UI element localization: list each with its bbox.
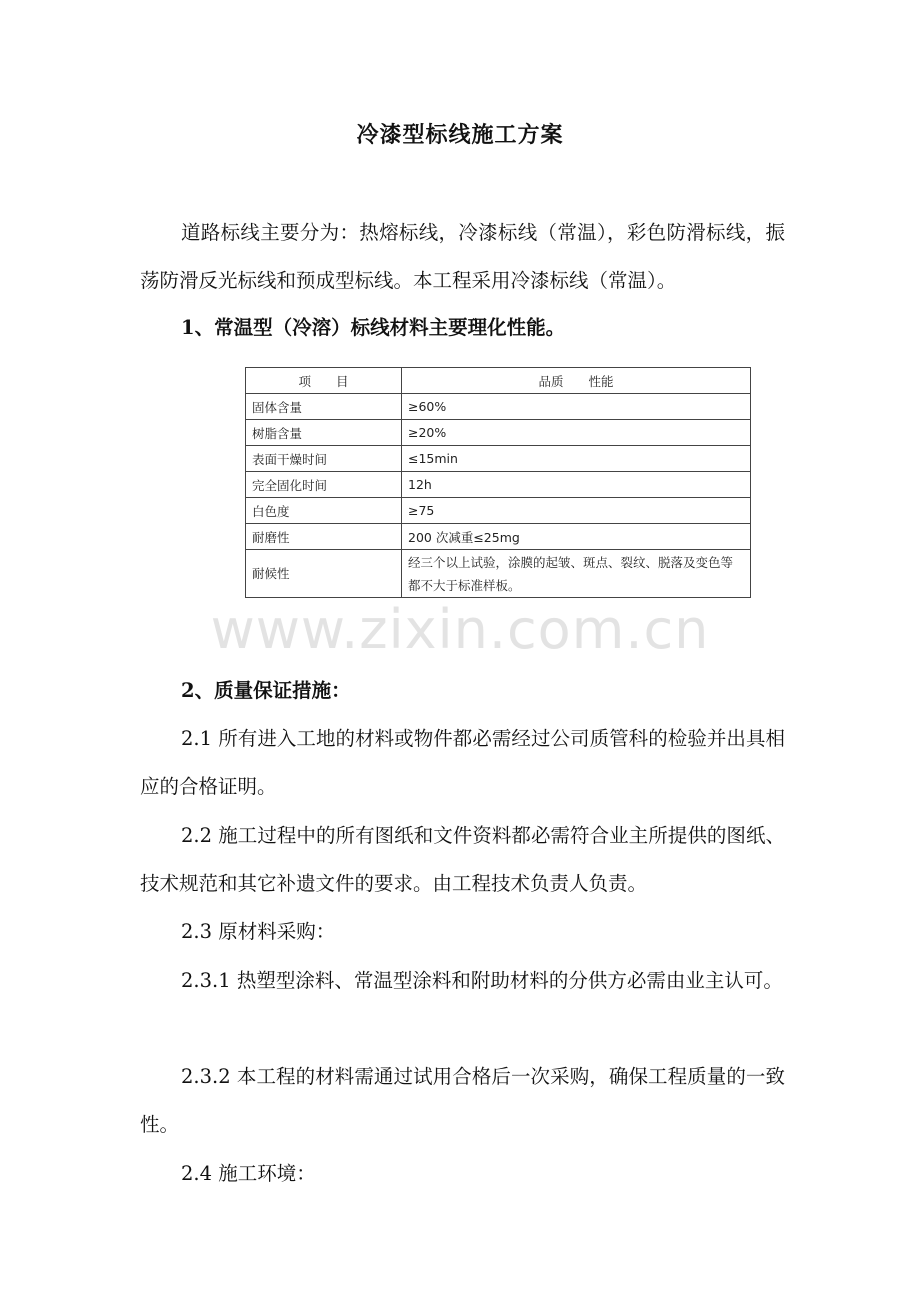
table-row bbox=[246, 472, 751, 498]
row-value: ≤15min bbox=[402, 446, 751, 472]
row-value: 12h bbox=[402, 472, 751, 498]
table-row bbox=[246, 394, 751, 420]
section-1-heading: 1、常温型（冷溶）标线材料主要理化性能。 bbox=[181, 316, 566, 339]
table-row bbox=[246, 524, 751, 550]
row-value: 200 次减重≤25mg bbox=[402, 524, 751, 550]
row-value: ≥60% bbox=[402, 394, 751, 420]
table-header-row bbox=[246, 368, 751, 394]
paragraph-2-3-2: 2.3.2 本工程的材料需通过试用合格后一次采购，确保工程质量的一致性。 bbox=[140, 1065, 785, 1136]
row-item: 耐磨性 bbox=[246, 524, 402, 550]
watermark: www.zixin.com.cn bbox=[210, 598, 710, 661]
table-row bbox=[246, 550, 751, 598]
section-2-heading: 2、质量保证措施： bbox=[181, 679, 351, 702]
row-item: 耐候性 bbox=[246, 550, 402, 598]
row-item: 表面干燥时间 bbox=[246, 446, 402, 472]
header-item: 项 目 bbox=[246, 368, 402, 394]
table-row bbox=[246, 498, 751, 524]
table-row bbox=[246, 446, 751, 472]
row-value: 经三个以上试验，涂膜的起皱、斑点、裂纹、脱落及变色等都不大于标准样板。 bbox=[402, 550, 751, 598]
paragraph-2-2: 2.2 施工过程中的所有图纸和文件资料都必需符合业主所提供的图纸、技术规范和其它补遗文件的要求。由工程技术负责人负责。 bbox=[140, 824, 785, 895]
header-quality: 品质 性能 bbox=[402, 368, 751, 394]
intro-paragraph: 道路标线主要分为：热熔标线，冷漆标线（常温），彩色防滑标线，振荡防滑反光标线和预成型标线。本工程采用冷漆标线（常温）。 bbox=[140, 221, 785, 292]
properties-table bbox=[245, 367, 751, 598]
table-row bbox=[246, 420, 751, 446]
row-value: ≥20% bbox=[402, 420, 751, 446]
row-item: 固体含量 bbox=[246, 394, 402, 420]
paragraph-2-3-1: 2.3.1 热塑型涂料、常温型涂料和附助材料的分供方必需由业主认可。 bbox=[181, 969, 783, 992]
page-title: 冷漆型标线施工方案 bbox=[356, 122, 564, 148]
paragraph-2-4: 2.4 施工环境： bbox=[181, 1162, 316, 1185]
row-item: 完全固化时间 bbox=[246, 472, 402, 498]
row-value: ≥75 bbox=[402, 498, 751, 524]
row-item: 白色度 bbox=[246, 498, 402, 524]
paragraph-2-3: 2.3 原材料采购： bbox=[181, 920, 336, 943]
row-item: 树脂含量 bbox=[246, 420, 402, 446]
paragraph-2-1: 2.1 所有进入工地的材料或物件都必需经过公司质管科的检验并出具相应的合格证明。 bbox=[140, 727, 785, 798]
